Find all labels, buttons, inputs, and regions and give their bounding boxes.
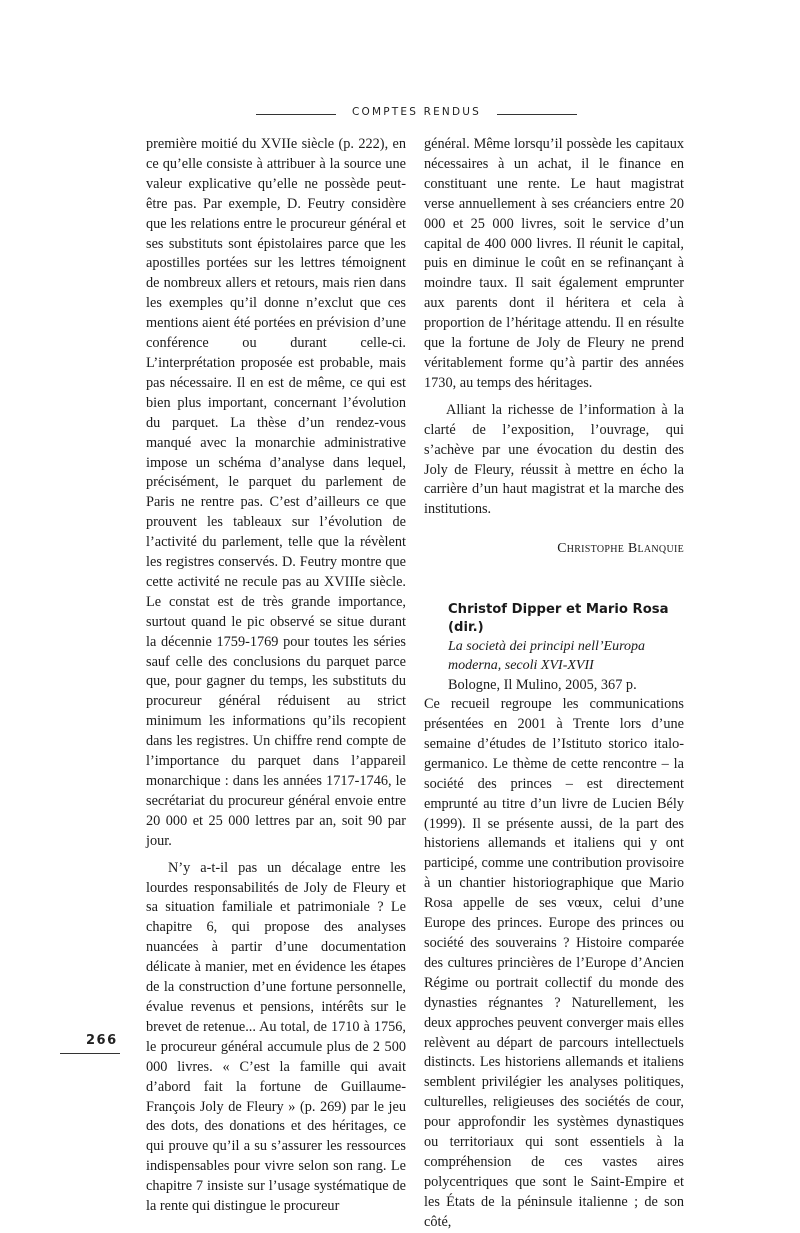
review-authors: Christof Dipper et Mario Rosa (dir.) [448,602,669,636]
left-paragraph-2: N’y a-t-il pas un décalage entre les lourdes responsabilités de Joly de Fleury et sa situation familiale et patrimoniale ? Le chapitre 6, qui propose des analyses nuancées à partir d’une documentation délicate à manier, met en évidence les étapes de la construction d’une fortune personnelle, évalue revenus et pensions, intérêts sur le brevet de retenue... Au total, de 1710 à 1756, le procureur général accumule plus de 2 500 000 livres. « C’est la famille qui avait d’abord fait la fortune de Guillaume-François Joly de Fleury » (p. 269) par le jeu des dots, des donations et des héritages, ce qui prouve qu’il a su s’assurer les ressources indispensables pour vivre selon son rang. Le chapitre 7 insiste sur l’usage systématique de la rente qui distingue le procureur [146,859,406,1215]
review-publication: Bologne, Il Mulino, 2005, 367 p. [448,677,637,694]
running-title: COMPTES RENDUS [351,106,482,118]
left-paragraph-1: première moitié du XVIIe siècle (p. 222), en ce qu’elle consiste à attribuer à la source une valeur explicative qu’elle ne possède peut-être pas. Par exemple, D. Feutry considère que les relations entre le procureur général et ses substituts sont épistolaires parce que les apostilles portées sur les lettres témoignent de nombreux allers et retours, mais rien dans les exemples qu’il donne n’exclut que ces mentions aient été portées en prévision d’une conférence ou durant celle-ci. L’interprétation proposée est probable, mais pas nécessaire. Il en est de même, ce qui est bien plus important, concernant l’évolution du parquet. La thèse d’un rendez-vous manqué avec la monarchie administrative impose un schéma d’analyse dans lequel, précisément, le parquet du parlement de Paris ne rentre pas. C’est d’ailleurs ce que prouvent les tableaux sur l’évolution de l’activité du parlement, telle que la révèlent les registres conservés. D. Feutry montre que cette activité ne recule pas au XVIIIe siècle. Le constat est de très grande importance, surtout quand le pic observé se situe durant la décennie 1759-1769 pour toutes les séries sauf celle des conclusions du parquet parce que, pour gagner du temps, les substituts du procureur général réduisent au strict minimum les informations qu’ils recopient dans les registres. Un chiffre rend compte de l’importance du parquet dans l’appareil monarchique : dans les années 1717-1746, le secrétariat du procureur général envoie entre 20 000 et 25 000 lettres par an, soit 90 par jour. [146,136,406,849]
page-number-rule [60,1053,120,1054]
left-column [146,135,406,1217]
page-number: 266 [86,1033,118,1048]
header-rule-left [256,114,336,115]
right-paragraph-1: général. Même lorsqu’il possède les capitaux nécessaires à un achat, il le finance en constituant une rente. Le haut magistrat verse annuellement à ses créanciers entre 20 000 et 25 000 livres, soit le service d’un capital de 400 000 livres. Il réunit le capital, puis en diminue le coût en se refinançant à moindre taux. Il sait également emprunter aux parents dont il héritera et cela à proportion de l’héritage attendu. Il en résulte que la fortune de Joly de Fleury ne prend véritablement forme qu’à partir des années 1730, au temps des héritages. [424,136,684,391]
review-book-title: La società dei principi nell’Europa moderna, secoli XVI-XVII [448,639,646,674]
right-column [424,135,684,1233]
review-signature: Christophe Blanquie [557,540,684,556]
right-paragraph-2: Alliant la richesse de l’information à la clarté de l’exposition, l’ouvrage, qui s’achève par une évocation du destin des Joly de Fleury, réussit à mettre en écho la carrière d’un haut magistrat et la marche des institutions. [424,401,684,518]
right-paragraph-3: Ce recueil regroupe les communications présentées en 2001 à Trente lors d’une semaine d’études de l’Istituto storico italo-germanico. Le thème de cette rencontre – la société des princes – est directement emprunté au titre d’un livre de Lucien Bély (1999). Il se présente aussi, de la part des historiens allemands et italiens qui y ont participé, comme une contribution provisoire à un chantier historiographique que Mario Rosa appelle de ses vœux, celui d’une Europe des princes. Europe des princes ou société des souverains ? Histoire comparée des cultures princières de l’Europe d’Ancien Régime ou portrait collectif du monde des dynasties régnantes ? Naturellement, les deux approches peuvent converger mais elles relèvent au départ de parcours intellectuels distincts. Les historiens allemands et italiens semblent privilégier les analyses politiques, culturelles, religieuses des sociétés de cour, pour approfondir les systèmes dynastiques ou territoriaux qui sont essentiels à la compréhension de ces vastes aires polycentriques que sont le Saint-Empire et les États de la péninsule italienne ; de son côté, [424,696,684,1230]
review-heading [424,601,684,695]
header-rule-right [497,114,577,115]
running-header [0,106,800,122]
